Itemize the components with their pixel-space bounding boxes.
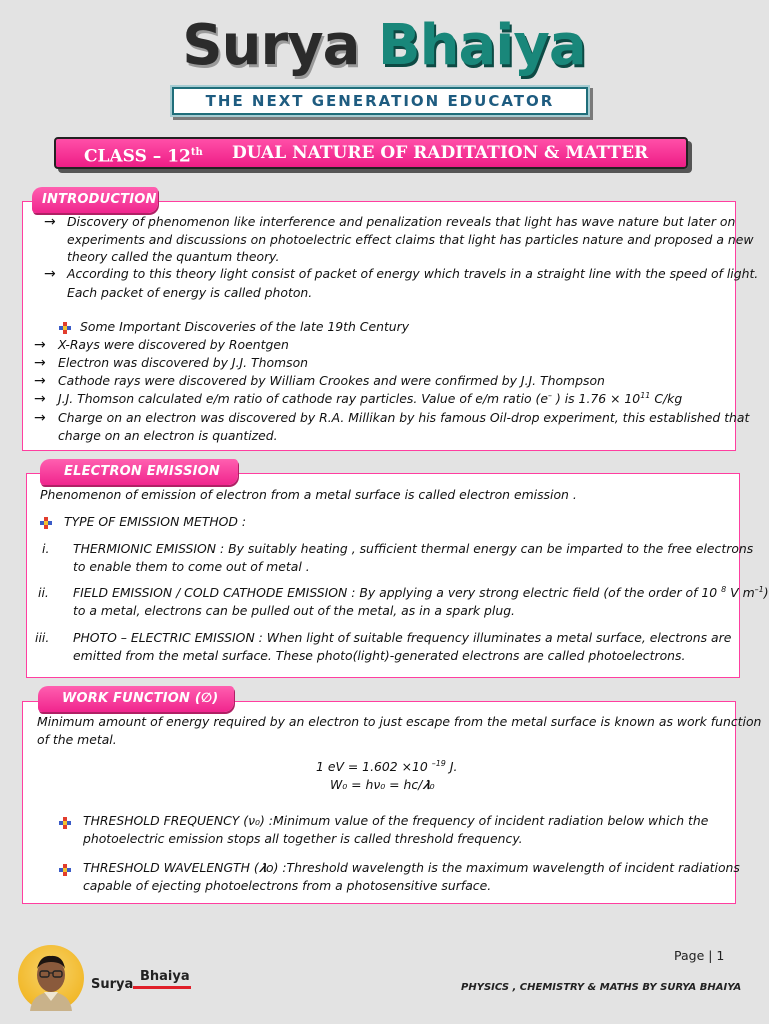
intro-arrow-2: → <box>44 266 56 282</box>
work-function-tab: WORK FUNCTION (∅) <box>38 686 234 712</box>
list-number: ii. <box>38 585 49 600</box>
bullet-cross-icon <box>59 814 71 826</box>
brand-logo <box>0 14 768 78</box>
footer-author-last: Bhaiya <box>140 969 190 984</box>
electron-emission-tab: ELECTRON EMISSION <box>40 459 238 485</box>
intro-arrow-1: → <box>44 214 56 230</box>
introduction-tab: INTRODUCTION <box>32 187 158 213</box>
list-item: Electron was discovered by J.J. Thomson <box>58 355 309 370</box>
equation-work-function: W₀ = hν₀ = hc/𝝀₀ <box>330 777 435 792</box>
bullet-cross-icon <box>59 319 71 331</box>
list-item: to a metal, electrons can be pulled out of the metal, as in a spark plug. <box>73 603 515 618</box>
list-item: charge on an electron is quantized. <box>58 428 278 443</box>
list-arrow: → <box>34 410 46 426</box>
intro-paragraph-line: According to this theory light consist of packet of energy which travels in a straight line with the speed of light. <box>67 266 759 281</box>
list-item: X-Rays were discovered by Roentgen <box>58 337 289 352</box>
intro-paragraph-line: theory called the quantum theory. <box>67 249 280 264</box>
intro-paragraph-line: Discovery of phenomenon like interference and penalization reveals that light has wave nature but later on <box>67 214 736 229</box>
list-arrow: → <box>34 337 46 353</box>
list-number: iii. <box>35 630 50 645</box>
discoveries-heading: Some Important Discoveries of the late 19th Century <box>80 319 410 334</box>
footer-author-first: Surya <box>91 977 134 992</box>
intro-paragraph-line: Each packet of energy is called photon. <box>67 285 313 300</box>
brand-word-bhaiya: Bhaiya <box>377 13 586 78</box>
threshold-wavelength: THRESHOLD WAVELENGTH (𝝀o) :Threshold wavelength is the maximum wavelength of incident radiations <box>83 860 740 875</box>
emission-type-heading: TYPE OF EMISSION METHOD : <box>64 514 247 529</box>
equation-ev: 1 eV = 1.602 ×10 $^{-19}$ J. <box>316 758 458 774</box>
bullet-cross-icon <box>40 514 52 526</box>
bullet-cross-icon <box>59 861 71 873</box>
brand-word-surya: Surya <box>182 13 360 78</box>
list-arrow: → <box>34 391 46 407</box>
footer-subjects: PHYSICS , CHEMISTRY & MATHS BY SURYA BHAIYA <box>461 982 742 993</box>
emission-definition: Phenomenon of emission of electron from a metal surface is called electron emission . <box>40 487 577 502</box>
work-function-definition: of the metal. <box>37 732 117 747</box>
list-item: emitted from the metal surface. These photo(light)-generated electrons are called photoelectrons. <box>73 648 686 663</box>
page-number: Page | 1 <box>674 948 725 963</box>
chapter-title: DUAL NATURE OF RADITATION & MATTER <box>232 143 649 163</box>
list-item-em-ratio: J.J. Thomson calculated e/m ratio of cathode ray particles. Value of e/m ratio (e– ) is $1.76 \times 10^{11}$ C/kg <box>58 390 683 406</box>
chapter-title-bar <box>54 137 688 169</box>
threshold-frequency: photoelectric emission stops all together is called threshold frequency. <box>83 831 523 846</box>
list-item: to enable them to come out of metal . <box>73 559 310 574</box>
threshold-wavelength: capable of ejecting photoelectrons from a photosensitive surface. <box>83 878 492 893</box>
list-item: Cathode rays were discovered by William Crookes and were confirmed by J.J. Thompson <box>58 373 605 388</box>
list-number: i. <box>42 541 50 556</box>
work-function-definition: Minimum amount of energy required by an electron to just escape from the metal surface is known as work function <box>37 714 762 729</box>
author-avatar <box>18 945 84 1011</box>
list-arrow: → <box>34 355 46 371</box>
brand-tagline: THE NEXT GENERATION EDUCATOR <box>172 87 588 115</box>
intro-paragraph-line: experiments and discussions on photoelectric effect claims that light has particles nature and proposed a new <box>67 232 754 247</box>
footer-underline <box>133 986 191 989</box>
threshold-frequency: THRESHOLD FREQUENCY (ν₀) :Minimum value of the frequency of incident radiation below which the <box>83 813 709 828</box>
list-item: FIELD EMISSION / COLD CATHODE EMISSION : By applying a very strong electric field (of the order of 10 $^8$ V $m^{-1}$) <box>73 584 769 600</box>
list-item: Charge on an electron was discovered by R.A. Millikan by his famous Oil-drop experiment, this established that <box>58 410 750 425</box>
class-label: CLASS – 12th <box>84 146 203 167</box>
list-item: PHOTO – ELECTRIC EMISSION : When light of suitable frequency illuminates a metal surface, electrons are <box>73 630 732 645</box>
list-item: THERMIONIC EMISSION : By suitably heating , sufficient thermal energy can be imparted to the free electrons <box>73 541 754 556</box>
list-arrow: → <box>34 373 46 389</box>
